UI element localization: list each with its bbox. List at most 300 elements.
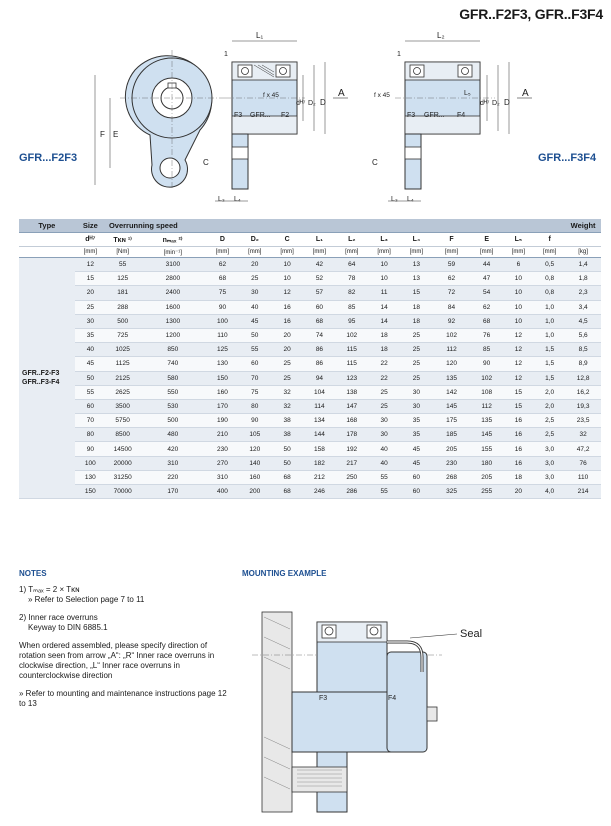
- table-cell: 35: [400, 428, 432, 442]
- table-cell: 134: [303, 414, 335, 428]
- table-cell: 5,6: [565, 328, 601, 342]
- table-cell: 10: [503, 314, 534, 328]
- table-cell: 2400: [139, 286, 206, 300]
- table-cell: 12: [271, 286, 303, 300]
- col-type-header: Type: [19, 219, 75, 233]
- table-cell: 200: [239, 485, 271, 499]
- table-cell: 72: [433, 286, 471, 300]
- table-cell: 25: [400, 371, 432, 385]
- table-cell: 740: [139, 357, 206, 371]
- table-cell: 170: [139, 485, 206, 499]
- dim-L4-label: L₄: [234, 196, 241, 203]
- type-cell: [19, 258, 75, 499]
- table-cell: 60: [239, 357, 271, 371]
- table-cell: 62: [470, 300, 502, 314]
- f3-label-right: F3: [407, 112, 416, 119]
- table-cell: 55: [368, 485, 400, 499]
- note-assembled: When ordered assembled, please specify direction of rotation seen from arrow „A“: „R“ Inner race overruns in clockwise direction, „L“ Inner race overruns in counterclockwise direction: [19, 641, 215, 680]
- table-cell: 31250: [106, 470, 139, 484]
- table-cell: 108: [470, 385, 502, 399]
- table-cell: 100: [75, 456, 106, 470]
- table-cell: 112: [433, 343, 471, 357]
- table-row: [19, 258, 601, 272]
- table-cell: 45: [400, 456, 432, 470]
- table-cell: 115: [336, 357, 368, 371]
- table-cell: 50: [271, 456, 303, 470]
- col-unit-11: [mm]: [470, 247, 502, 258]
- table-cell: 325: [433, 485, 471, 499]
- table-cell: 212: [303, 470, 335, 484]
- table-cell: 192: [336, 442, 368, 456]
- dim-1-label: 1: [224, 51, 228, 58]
- col-symbol-12: L₅: [503, 233, 534, 247]
- table-cell: 1300: [139, 314, 206, 328]
- table-cell: 178: [336, 428, 368, 442]
- table-cell: 12: [503, 343, 534, 357]
- table-cell: 144: [303, 428, 335, 442]
- table-cell: 38: [271, 428, 303, 442]
- table-cell: 217: [336, 456, 368, 470]
- table-cell: 105: [239, 428, 271, 442]
- table-cell: 2,5: [534, 414, 565, 428]
- table-cell: 246: [303, 485, 335, 499]
- table-cell: 30: [400, 385, 432, 399]
- table-cell: 20: [75, 286, 106, 300]
- table-cell: 850: [139, 343, 206, 357]
- table-cell: 68: [470, 314, 502, 328]
- table-cell: 35: [400, 414, 432, 428]
- table-cell: 112: [470, 399, 502, 413]
- table-cell: 102: [433, 328, 471, 342]
- table-cell: 22: [368, 357, 400, 371]
- table-cell: 55: [368, 470, 400, 484]
- table-cell: 150: [75, 485, 106, 499]
- table-cell: 310: [206, 470, 238, 484]
- table-cell: 1200: [139, 328, 206, 342]
- dim-L4-label-right: L₄: [407, 196, 414, 203]
- table-cell: 68: [271, 470, 303, 484]
- table-cell: 120: [239, 442, 271, 456]
- table-cell: 1,8: [565, 272, 601, 286]
- table-cell: 125: [106, 272, 139, 286]
- table-cell: 20000: [106, 456, 139, 470]
- table-row: [19, 371, 601, 385]
- table-cell: 3,0: [534, 470, 565, 484]
- table-cell: 214: [565, 485, 601, 499]
- dim-F-label: F: [100, 130, 105, 139]
- table-cell: 12: [75, 258, 106, 272]
- table-cell: 30: [368, 428, 400, 442]
- front-view-f2f3: [95, 50, 225, 190]
- table-row: [19, 456, 601, 470]
- table-cell: 268: [433, 470, 471, 484]
- figure-label-f2f3: GFR...F2F3: [19, 152, 78, 164]
- seal-label: Seal: [460, 628, 483, 640]
- col-unit-0: [mm]: [75, 247, 106, 258]
- table-cell: 230: [433, 456, 471, 470]
- table-cell: 14500: [106, 442, 139, 456]
- dim-1-label-right: 1: [397, 51, 401, 58]
- table-cell: 60: [400, 470, 432, 484]
- table-cell: 86: [303, 357, 335, 371]
- table-cell: 60: [303, 300, 335, 314]
- table-cell: 104: [303, 385, 335, 399]
- dim-L3-label: L₃: [218, 196, 225, 203]
- f4-label: F4: [457, 112, 466, 119]
- table-cell: 78: [336, 272, 368, 286]
- table-cell: 8500: [106, 428, 139, 442]
- table-row: [19, 385, 601, 399]
- col-unit-6: [mm]: [303, 247, 335, 258]
- table-cell: 68: [303, 314, 335, 328]
- table-cell: 20: [271, 343, 303, 357]
- table-cell: 480: [139, 428, 206, 442]
- table-cell: 47,2: [565, 442, 601, 456]
- table-cell: 12: [503, 328, 534, 342]
- table-cell: 100: [206, 314, 238, 328]
- table-cell: 270: [206, 456, 238, 470]
- table-cell: 1,0: [534, 328, 565, 342]
- table-cell: 530: [139, 399, 206, 413]
- col-symbol-7: L₂: [336, 233, 368, 247]
- dim-L1-label: L₁: [256, 31, 264, 40]
- table-cell: 0,8: [534, 272, 565, 286]
- table-cell: 125: [206, 343, 238, 357]
- table-cell: 16: [503, 414, 534, 428]
- table-cell: 550: [139, 385, 206, 399]
- table-cell: 2,0: [534, 399, 565, 413]
- col-overrunning-header: Overrunning speed: [106, 219, 206, 233]
- table-cell: 92: [433, 314, 471, 328]
- table-cell: 13: [400, 258, 432, 272]
- table-cell: 190: [206, 414, 238, 428]
- gfr-label-right: GFR...: [424, 112, 445, 119]
- table-cell: 3,0: [534, 456, 565, 470]
- table-cell: 420: [139, 442, 206, 456]
- table-cell: 90: [206, 300, 238, 314]
- table-cell: 130: [75, 470, 106, 484]
- table-cell: 25: [368, 385, 400, 399]
- table-cell: 16: [503, 456, 534, 470]
- table-cell: 160: [239, 470, 271, 484]
- page-title: GFR..F2F3, GFR..F3F4: [459, 6, 603, 22]
- notes-heading: NOTES: [19, 569, 47, 578]
- table-cell: 310: [139, 456, 206, 470]
- table-cell: 400: [206, 485, 238, 499]
- col-symbol-5: C: [271, 233, 303, 247]
- table-cell: 68: [206, 272, 238, 286]
- arrow-A-label: A: [338, 88, 345, 99]
- dimension-table: [19, 219, 601, 499]
- table-cell: 255: [470, 485, 502, 499]
- table-cell: 45: [239, 314, 271, 328]
- table-cell: 230: [206, 442, 238, 456]
- note-2-line2: Keyway to DIN 6885.1: [28, 623, 108, 632]
- table-cell: 158: [303, 442, 335, 456]
- table-cell: 60: [75, 399, 106, 413]
- table-cell: 140: [239, 456, 271, 470]
- col-unit-1: [Nm]: [106, 247, 139, 258]
- table-row: [19, 314, 601, 328]
- table-row: [19, 442, 601, 456]
- table-cell: 1,5: [534, 343, 565, 357]
- table-cell: 1,5: [534, 371, 565, 385]
- table-cell: 85: [470, 343, 502, 357]
- table-cell: 45: [75, 357, 106, 371]
- table-cell: 16: [271, 300, 303, 314]
- table-cell: 74: [303, 328, 335, 342]
- dim-C-label: C: [203, 158, 209, 167]
- table-cell: 102: [336, 328, 368, 342]
- table-cell: 123: [336, 371, 368, 385]
- table-cell: 35: [75, 328, 106, 342]
- table-cell: 8,9: [565, 357, 601, 371]
- table-cell: 175: [433, 414, 471, 428]
- table-cell: 18: [503, 470, 534, 484]
- type-label-f2-f3: GFR..F2-F3: [22, 370, 60, 378]
- table-cell: 13: [400, 272, 432, 286]
- table-cell: 12: [503, 371, 534, 385]
- table-cell: 1,0: [534, 314, 565, 328]
- table-cell: 2125: [106, 371, 139, 385]
- table-cell: 95: [336, 314, 368, 328]
- table-cell: 500: [106, 314, 139, 328]
- dim-L2-label: L₂: [437, 31, 445, 40]
- table-cell: 55: [239, 343, 271, 357]
- col-symbol-3: D: [206, 233, 238, 247]
- section-view-f2f3: [203, 31, 348, 203]
- col-symbol-10: F: [433, 233, 471, 247]
- table-cell: 15: [400, 286, 432, 300]
- table-row: [19, 399, 601, 413]
- mount-f4-label: F4: [388, 695, 397, 702]
- table-cell: 25: [271, 357, 303, 371]
- table-cell: 145: [470, 428, 502, 442]
- f2-label: F2: [281, 112, 290, 119]
- table-cell: 1,0: [534, 300, 565, 314]
- table-cell: 170: [206, 399, 238, 413]
- f3-label: F3: [234, 112, 243, 119]
- table-cell: 20: [271, 328, 303, 342]
- technical-drawings: [0, 25, 611, 210]
- col-unit-5: [mm]: [271, 247, 303, 258]
- table-cell: 10: [368, 258, 400, 272]
- table-cell: 18: [400, 314, 432, 328]
- table-cell: 32: [271, 385, 303, 399]
- table-cell: 70000: [106, 485, 139, 499]
- col-unit-3: [mm]: [206, 247, 238, 258]
- table-cell: 2,3: [565, 286, 601, 300]
- table-cell: 20: [239, 258, 271, 272]
- notes-section: [19, 569, 234, 717]
- dim-D2-label-right: D₂: [492, 100, 500, 107]
- table-cell: 18: [368, 328, 400, 342]
- table-cell: 160: [206, 385, 238, 399]
- col-unit-7: [mm]: [336, 247, 368, 258]
- table-cell: 22: [368, 371, 400, 385]
- table-cell: 30: [400, 399, 432, 413]
- table-cell: 38: [271, 414, 303, 428]
- table-cell: 10: [271, 258, 303, 272]
- table-cell: 76: [470, 328, 502, 342]
- table-cell: 15: [503, 385, 534, 399]
- table-cell: 55: [75, 385, 106, 399]
- table-cell: 16: [503, 428, 534, 442]
- table-cell: 40: [368, 456, 400, 470]
- col-unit-8: [mm]: [368, 247, 400, 258]
- table-cell: 25: [400, 357, 432, 371]
- table-cell: 8,5: [565, 343, 601, 357]
- table-cell: 150: [206, 371, 238, 385]
- table-cell: 102: [470, 371, 502, 385]
- table-cell: 147: [336, 399, 368, 413]
- table-cell: 70: [75, 414, 106, 428]
- table-cell: 60: [400, 485, 432, 499]
- table-cell: 10: [368, 272, 400, 286]
- table-cell: 10: [503, 286, 534, 300]
- table-row: [19, 328, 601, 342]
- table-cell: 500: [139, 414, 206, 428]
- table-cell: 288: [106, 300, 139, 314]
- table-cell: 40: [75, 343, 106, 357]
- table-cell: 2800: [139, 272, 206, 286]
- table-cell: 182: [303, 456, 335, 470]
- table-cell: 3100: [139, 258, 206, 272]
- table-cell: 52: [303, 272, 335, 286]
- table-cell: 15: [75, 272, 106, 286]
- table-cell: 30: [75, 314, 106, 328]
- table-cell: 25: [400, 328, 432, 342]
- table-cell: 142: [433, 385, 471, 399]
- table-cell: 16: [503, 442, 534, 456]
- table-row: [19, 286, 601, 300]
- note-1-ref: » Refer to Selection page 7 to 11: [28, 595, 145, 604]
- col-unit-12: [mm]: [503, 247, 534, 258]
- table-row: [19, 428, 601, 442]
- col-symbol-6: L₁: [303, 233, 335, 247]
- col-symbol-11: E: [470, 233, 502, 247]
- table-row: [19, 300, 601, 314]
- table-cell: 210: [206, 428, 238, 442]
- table-cell: 168: [336, 414, 368, 428]
- table-cell: 32: [271, 399, 303, 413]
- dim-C-label-right: C: [372, 158, 378, 167]
- table-cell: 50: [75, 371, 106, 385]
- dim-L3-label-right: L₃: [391, 196, 398, 203]
- col-symbol-14: [565, 233, 601, 247]
- table-cell: 30: [368, 414, 400, 428]
- table-cell: 1125: [106, 357, 139, 371]
- col-symbol-0: dᴴ⁷: [75, 233, 106, 247]
- table-cell: 15: [503, 399, 534, 413]
- table-cell: 86: [303, 343, 335, 357]
- note-1-formula: 1) Tₘₐₓ = 2 × Tᴋɴ: [19, 585, 80, 594]
- col-unit-13: [mm]: [534, 247, 565, 258]
- table-cell: 3,0: [534, 442, 565, 456]
- table-cell: 94: [303, 371, 335, 385]
- col-symbol-1: Tᴋɴ ¹⁾: [106, 233, 139, 247]
- table-cell: 40: [239, 300, 271, 314]
- table-cell: 23,5: [565, 414, 601, 428]
- table-cell: 68: [271, 485, 303, 499]
- col-symbol-2: nₘₐₓ ²⁾: [139, 233, 206, 247]
- table-cell: 82: [336, 286, 368, 300]
- col-unit-9: [mm]: [400, 247, 432, 258]
- table-cell: 110: [565, 470, 601, 484]
- table-cell: 580: [139, 371, 206, 385]
- table-cell: 55: [106, 258, 139, 272]
- dim-D-label-right: D: [504, 98, 510, 107]
- col-unit-14: [kg]: [565, 247, 601, 258]
- table-cell: 25: [75, 300, 106, 314]
- section-view-f3f4: [372, 31, 532, 203]
- table-cell: 25: [239, 272, 271, 286]
- table-cell: 75: [206, 286, 238, 300]
- note-refer-mounting: » Refer to mounting and maintenance instructions page 12 to 13: [19, 689, 227, 708]
- table-cell: 20: [503, 485, 534, 499]
- table-cell: 16,2: [565, 385, 601, 399]
- col-unit-2: [min⁻¹]: [139, 247, 206, 258]
- col-unit-10: [mm]: [433, 247, 471, 258]
- table-cell: 75: [239, 385, 271, 399]
- table-row: [19, 343, 601, 357]
- table-cell: 84: [433, 300, 471, 314]
- table-row: [19, 470, 601, 484]
- table-cell: 110: [206, 328, 238, 342]
- dim-d-label: dᴴ⁷: [296, 100, 306, 107]
- arrow-A-label-right: A: [522, 88, 529, 99]
- table-cell: 10: [503, 272, 534, 286]
- table-cell: 80: [75, 428, 106, 442]
- table-cell: 220: [139, 470, 206, 484]
- table-cell: 115: [336, 343, 368, 357]
- table-cell: 0,5: [534, 258, 565, 272]
- col-size-header: Size: [75, 219, 106, 233]
- table-row: [19, 485, 601, 499]
- table-cell: 54: [470, 286, 502, 300]
- gfr-label: GFR...: [250, 112, 271, 119]
- table-cell: 80: [239, 399, 271, 413]
- table-cell: 138: [336, 385, 368, 399]
- dim-D2-label: D₂: [308, 100, 316, 107]
- table-cell: 57: [303, 286, 335, 300]
- table-cell: 155: [470, 442, 502, 456]
- dim-d-label-right: dᴴ⁷: [480, 100, 490, 107]
- table-row: [19, 414, 601, 428]
- table-cell: 62: [206, 258, 238, 272]
- col-symbol-4: D₂: [239, 233, 271, 247]
- table-cell: 25: [400, 343, 432, 357]
- table-cell: 90: [239, 414, 271, 428]
- col-unit-4: [mm]: [239, 247, 271, 258]
- table-cell: 30: [239, 286, 271, 300]
- table-cell: 76: [565, 456, 601, 470]
- table-cell: 25: [271, 371, 303, 385]
- table-cell: 90: [75, 442, 106, 456]
- col-symbol-9: L₄: [400, 233, 432, 247]
- col-symbol-13: f: [534, 233, 565, 247]
- table-cell: 1025: [106, 343, 139, 357]
- mounting-example-title: MOUNTING EXAMPLE: [242, 569, 327, 578]
- mount-f3-label: F3: [319, 695, 328, 702]
- table-cell: 44: [470, 258, 502, 272]
- table-cell: 3,4: [565, 300, 601, 314]
- type-label-f3-f4: GFR..F3-F4: [22, 379, 60, 387]
- chamfer-label: f x 45: [263, 92, 279, 99]
- note-2-line1: 2) Inner race overruns: [19, 613, 98, 622]
- table-cell: 2625: [106, 385, 139, 399]
- table-cell: 180: [470, 456, 502, 470]
